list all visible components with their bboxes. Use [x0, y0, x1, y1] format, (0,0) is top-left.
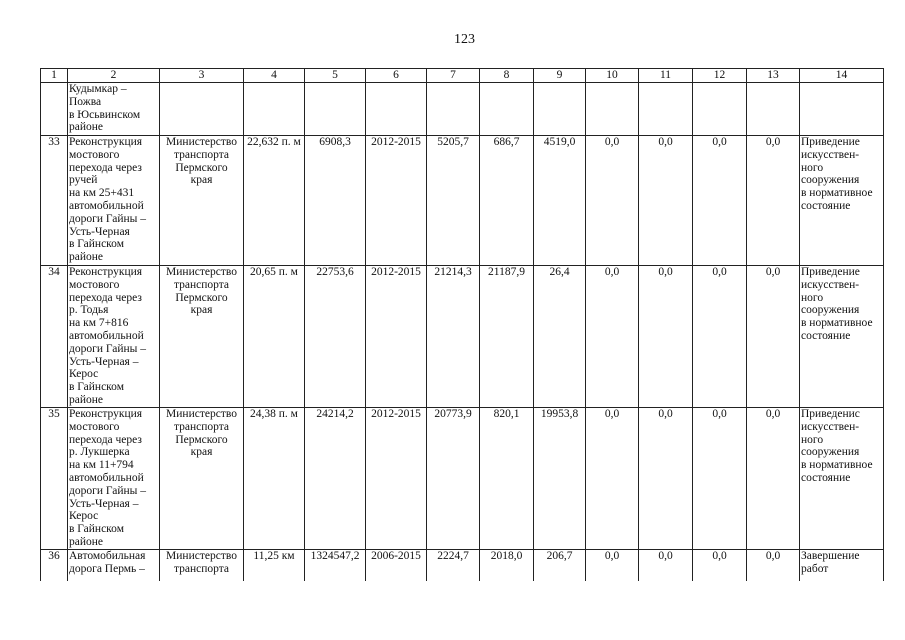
- header-cell-10: 10: [586, 69, 639, 83]
- header-cell-11: 11: [639, 69, 693, 83]
- period-cell: 2012-2015: [366, 266, 427, 408]
- value-cell-11: 0,0: [639, 136, 693, 266]
- capacity-cell: 24,38 п. м: [244, 408, 305, 550]
- capacity-cell: 22,632 п. м: [244, 136, 305, 266]
- value-cell-10: 0,0: [586, 136, 639, 266]
- cost-cell: [305, 83, 366, 136]
- table-row: [41, 136, 884, 266]
- value-cell-12: 0,0: [693, 408, 747, 550]
- value-cell-13: 0,0: [747, 408, 800, 550]
- period-cell: 2012-2015: [366, 408, 427, 550]
- value-cell-8: 21187,9: [480, 266, 534, 408]
- header-cell-4: 4: [244, 69, 305, 83]
- row-number-cell: 34: [41, 266, 68, 408]
- value-cell-9: 4519,0: [534, 136, 586, 266]
- value-cell-10: [586, 83, 639, 136]
- header-cell-13: 13: [747, 69, 800, 83]
- capacity-cell: 20,65 п. м: [244, 266, 305, 408]
- header-cell-3: 3: [160, 69, 244, 83]
- page-number: 123: [454, 32, 475, 47]
- result-cell: Приведение искусствен- ного сооружения в нормативное состояние: [800, 136, 884, 266]
- value-cell-8: 2018,0: [480, 549, 534, 581]
- row-number-cell: [41, 83, 68, 136]
- header-cell-6: 6: [366, 69, 427, 83]
- header-cell-1: 1: [41, 69, 68, 83]
- table-row: [41, 83, 884, 136]
- result-cell: [800, 83, 884, 136]
- executor-cell: Министерство транспорта: [160, 549, 244, 581]
- header-cell-12: 12: [693, 69, 747, 83]
- value-cell-7: 21214,3: [427, 266, 480, 408]
- result-cell: Приведенис искусствен- ного сооружения в нормативное состояние: [800, 408, 884, 550]
- object-name-cell: Реконструкция мостового перехода через ручей на км 25+431 автомобильной дороги Гайны – Усть-Черная в Гайнском районе: [68, 136, 160, 266]
- period-cell: 2012-2015: [366, 136, 427, 266]
- data-table: [40, 68, 884, 581]
- header-cell-8: 8: [480, 69, 534, 83]
- cost-cell: 24214,2: [305, 408, 366, 550]
- value-cell-13: 0,0: [747, 549, 800, 581]
- cost-cell: 6908,3: [305, 136, 366, 266]
- value-cell-8: 686,7: [480, 136, 534, 266]
- header-cell-9: 9: [534, 69, 586, 83]
- table-row: [41, 266, 884, 408]
- object-name-cell: Автомобильная дорога Пермь –: [68, 549, 160, 581]
- value-cell-7: 20773,9: [427, 408, 480, 550]
- value-cell-12: 0,0: [693, 549, 747, 581]
- value-cell-7: 2224,7: [427, 549, 480, 581]
- value-cell-9: 26,4: [534, 266, 586, 408]
- executor-cell: Министерство транспорта Пермского края: [160, 408, 244, 550]
- value-cell-9: [534, 83, 586, 136]
- value-cell-8: [480, 83, 534, 136]
- value-cell-10: 0,0: [586, 408, 639, 550]
- value-cell-12: 0,0: [693, 266, 747, 408]
- value-cell-7: [427, 83, 480, 136]
- period-cell: 2006-2015: [366, 549, 427, 581]
- executor-cell: [160, 83, 244, 136]
- header-cell-14: 14: [800, 69, 884, 83]
- value-cell-9: 19953,8: [534, 408, 586, 550]
- value-cell-9: 206,7: [534, 549, 586, 581]
- value-cell-13: [747, 83, 800, 136]
- object-name-cell: Кудымкар – Пожва в Юсьвинском районе: [68, 83, 160, 136]
- table-row: [41, 549, 884, 581]
- header-cell-7: 7: [427, 69, 480, 83]
- executor-cell: Министерство транспорта Пермского края: [160, 266, 244, 408]
- value-cell-10: 0,0: [586, 549, 639, 581]
- row-number-cell: 36: [41, 549, 68, 581]
- period-cell: [366, 83, 427, 136]
- capacity-cell: 11,25 км: [244, 549, 305, 581]
- row-number-cell: 35: [41, 408, 68, 550]
- object-name-cell: Реконструкция мостового перехода через р. Тодья на км 7+816 автомобильной дороги Гайны – Усть-Черная – Керос в Гайнском районе: [68, 266, 160, 408]
- value-cell-7: 5205,7: [427, 136, 480, 266]
- value-cell-11: 0,0: [639, 408, 693, 550]
- result-cell: Приведение искусствен- ного сооружения в нормативное состояние: [800, 266, 884, 408]
- value-cell-13: 0,0: [747, 266, 800, 408]
- table-row: [41, 408, 884, 550]
- header-cell-5: 5: [305, 69, 366, 83]
- capacity-cell: [244, 83, 305, 136]
- header-cell-2: 2: [68, 69, 160, 83]
- cost-cell: 1324547,2: [305, 549, 366, 581]
- value-cell-8: 820,1: [480, 408, 534, 550]
- value-cell-12: 0,0: [693, 136, 747, 266]
- executor-cell: Министерство транспорта Пермского края: [160, 136, 244, 266]
- value-cell-11: [639, 83, 693, 136]
- cost-cell: 22753,6: [305, 266, 366, 408]
- value-cell-11: 0,0: [639, 266, 693, 408]
- object-name-cell: Реконструкция мостового перехода через р. Лукшерка на км 11+794 автомобильной дороги Гайны – Усть-Черная – Керос в Гайнском районе: [68, 408, 160, 550]
- row-number-cell: 33: [41, 136, 68, 266]
- header-row: [41, 69, 884, 83]
- result-cell: Завершение работ: [800, 549, 884, 581]
- value-cell-12: [693, 83, 747, 136]
- value-cell-11: 0,0: [639, 549, 693, 581]
- value-cell-13: 0,0: [747, 136, 800, 266]
- value-cell-10: 0,0: [586, 266, 639, 408]
